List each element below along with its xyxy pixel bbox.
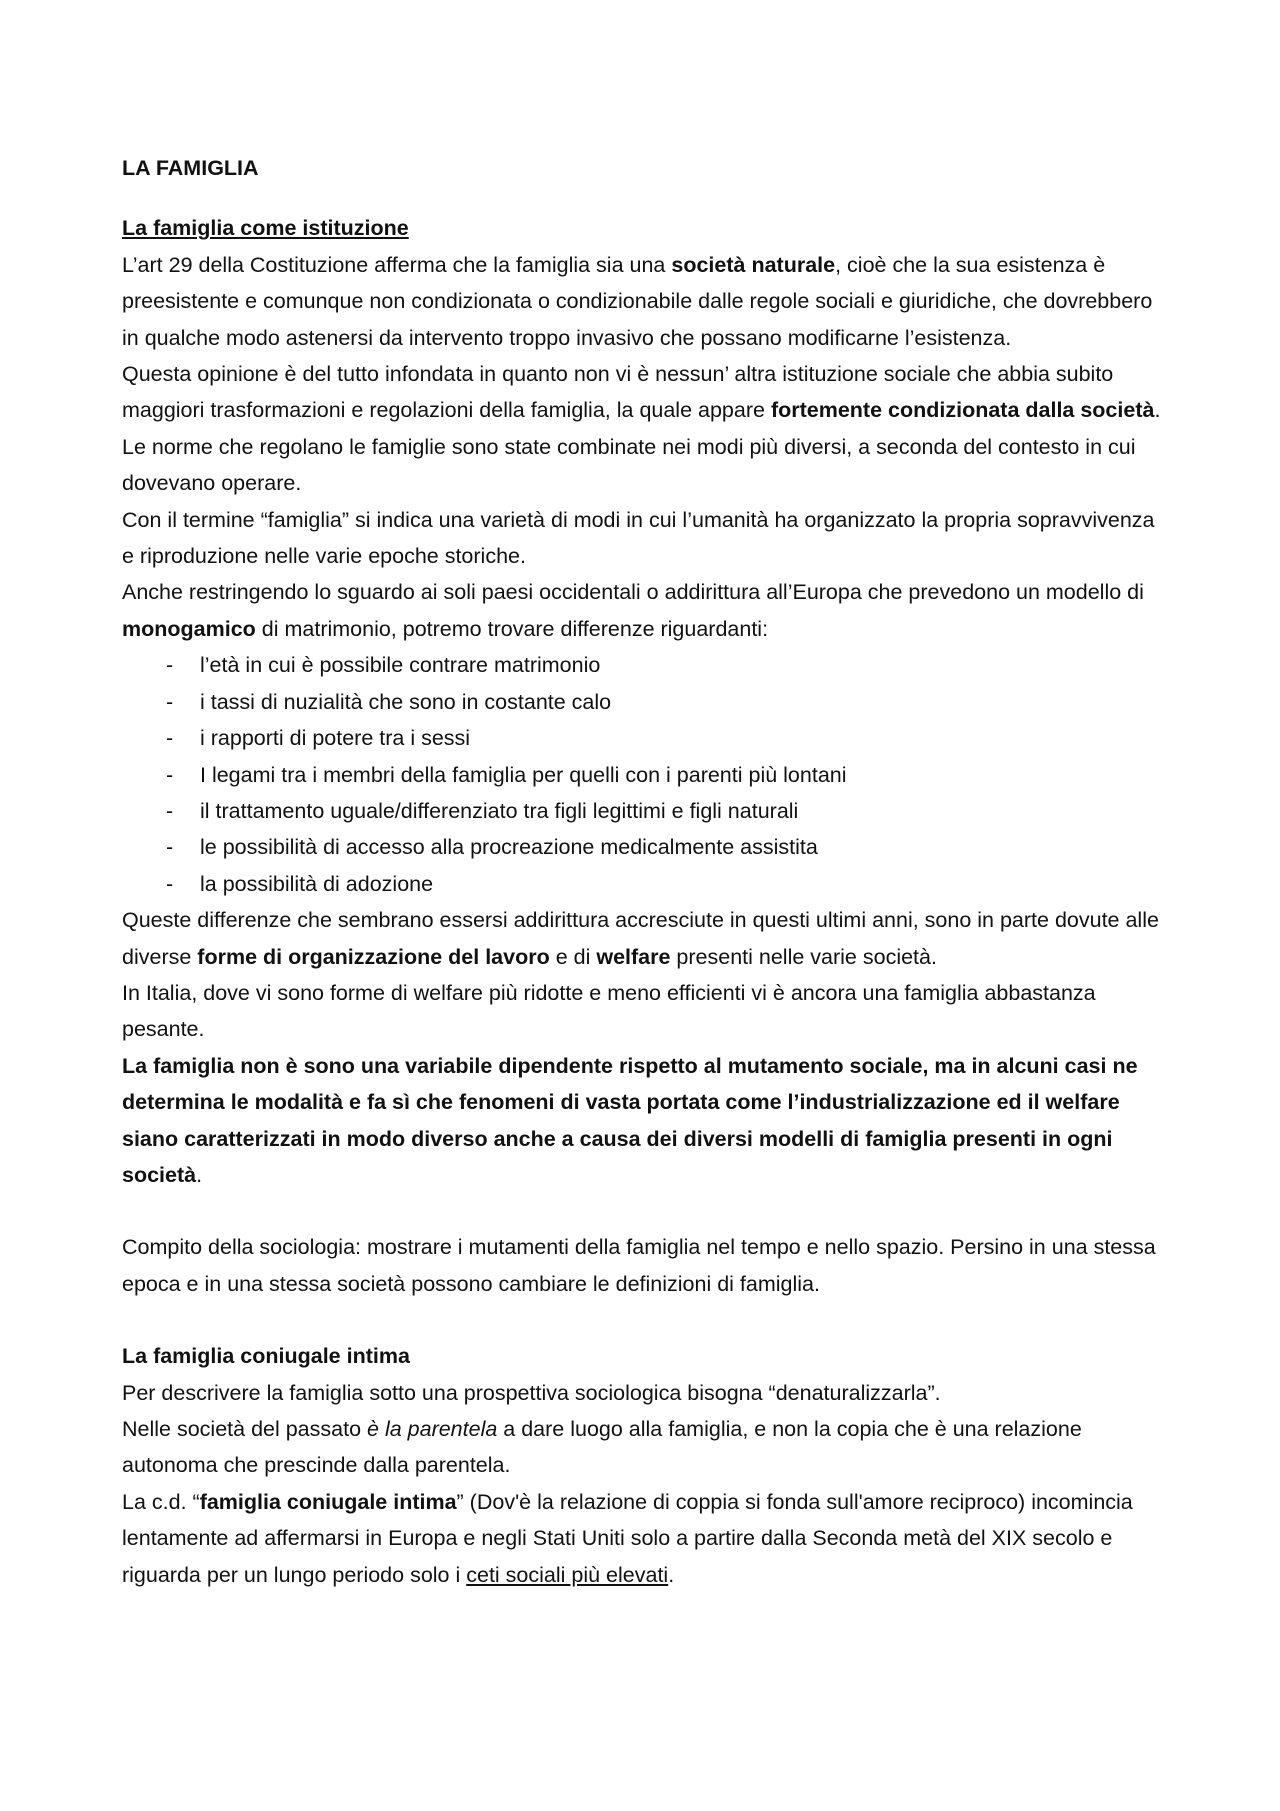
bold-statement: La famiglia non è sono una variabile dipendente rispetto al mutamento sociale, ma in alcuni casi ne determina le modalità e fa sì che fenomeni di vasta portata come l’industrializzazione ed il welfare siano caratterizzati in modo diverso anche a causa dei diversi modelli di famiglia presenti in ogni società [122,1053,1138,1187]
section-heading-istituzione: La famiglia come istituzione [122,216,409,241]
paragraph: Compito della sociologia: mostrare i mutamenti della famiglia nel tempo e nello spazio. Persino in una stessa epoca e in una stessa società possono cambiare le definizioni di famiglia. [122,1235,1156,1296]
paragraph: La famiglia non è sono una variabile dipendente rispetto al mutamento sociale, ma in alcuni casi ne determina le modalità e fa sì che fenomeni di vasta portata come l’industrializzazione ed il welfare siano caratterizzati in modo diverso anche a causa dei diversi modelli di famiglia presenti in ogni società. [122,1053,1138,1187]
bold-term: monogamico [122,616,256,641]
paragraph: Per descrivere la famiglia sotto una prospettiva sociologica bisogna “denaturalizzarla”. [122,1380,941,1405]
paragraph: L’art 29 della Costituzione afferma che la famiglia sia una società naturale, cioè che la sua esistenza è preesistente e comunque non condizionata o condizionabile dalle regole sociali e giuridiche, che dovrebbero in qualche modo astenersi da intervento troppo invasivo che possano modificarne l’esistenza. [122,252,1153,350]
list-item: - i rapporti di potere tra i sessi [122,720,1172,756]
paragraph: La c.d. “famiglia coniugale intima” (Dov'è la relazione di coppia si fonda sull'amore reciproco) incomincia lentamente ad affermarsi in Europa e negli Stati Uniti solo a partire dalla Seconda metà del XIX secolo e riguarda per un lungo periodo solo i ceti sociali più elevati. [122,1489,1133,1587]
bold-term: forme di organizzazione del lavoro [197,944,550,969]
italic-term: è la parentela [367,1417,498,1441]
paragraph: Questa opinione è del tutto infondata in quanto non vi è nessun’ altra istituzione sociale che abbia subito maggiori trasformazioni e regolazioni della famiglia, la quale appare fortemente condizionata dalla società. Le norme che regolano le famiglie sono state combinate nei modi più diversi, a seconda del contesto in cui dovevano operare. [122,362,1161,496]
bold-term: società naturale [671,252,836,277]
underlined-term: ceti sociali più elevati [466,1562,669,1587]
list-item: - i tassi di nuzialità che sono in costante calo [122,684,1172,720]
paragraph: Con il termine “famiglia” si indica una varietà di modi in cui l’umanità ha organizzato la propria sopravvivenza e riproduzione nelle varie epoche storiche. [122,507,1155,569]
bold-term: fortemente condizionata dalla società [770,398,1155,423]
paragraph: In Italia, dove vi sono forme di welfare più ridotte e meno efficienti vi è ancora una famiglia abbastanza pesante. [122,980,1096,1042]
paragraph: Queste differenze che sembrano essersi addirittura accresciute in questi ultimi anni, sono in parte dovute alle diverse forme di organizzazione del lavoro e di welfare presenti nelle varie società. [122,908,1159,969]
list-item: - l’età in cui è possibile contrare matrimonio [122,647,1172,683]
paragraph: Anche restringendo lo sguardo ai soli paesi occidentali o addirittura all’Europa che prevedono un modello di monogamico di matrimonio, potremo trovare differenze riguardanti: [122,580,1144,641]
document-title: LA FAMIGLIA [122,156,259,180]
section-heading-coniugale: La famiglia coniugale intima [122,1344,410,1369]
bold-term: famiglia coniugale intima [199,1489,457,1514]
list-item: - le possibilità di accesso alla procreazione medicalmente assistita [122,829,1172,865]
list-item: - la possibilità di adozione [122,866,1172,902]
differences-list [122,647,1172,902]
list-item: - I legami tra i membri della famiglia per quelli con i parenti più lontani [122,757,1172,793]
list-item: - il trattamento uguale/differenziato tra figli legittimi e figli naturali [122,793,1172,829]
document-page [122,150,1172,1593]
paragraph: Nelle società del passato è la parentela a dare luogo alla famiglia, e non la copia che è una relazione autonoma che prescinde dalla parentela. [122,1417,1082,1478]
bold-term: welfare [596,944,671,969]
